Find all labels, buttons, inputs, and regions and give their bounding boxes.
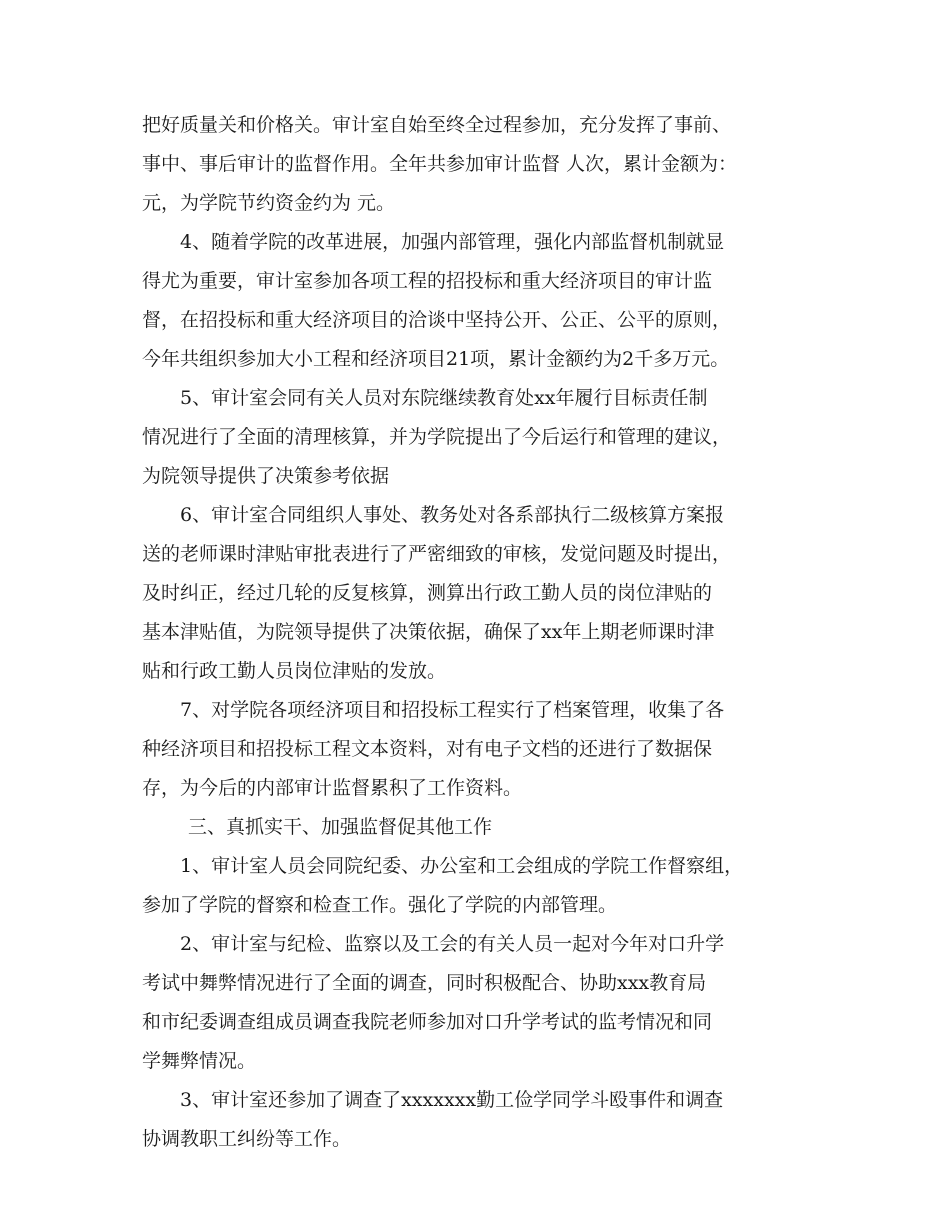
body-text-line: 和市纪委调查组成员调查我院老师参加对口升学考试的监考情况和同 xyxy=(142,1011,713,1033)
paragraph-start-line: 7、对学院各项经济项目和招投标工程实行了档案管理，收集了各 xyxy=(180,699,725,721)
body-text-line: 元，为学院节约资金约为 元。 xyxy=(142,192,396,214)
paragraph-start-line: 6、审计室合同组织人事处、教务处对各系部执行二级核算方案报 xyxy=(180,504,725,526)
body-text-line: 送的老师课时津贴审批表进行了严密细致的审核，发觉问题及时提出， xyxy=(142,543,732,565)
body-text-line: 今年共组织参加大小工程和经济项目21项，累计金额约为2千多万元。 xyxy=(142,348,730,370)
body-text-line: 基本津贴值，为院领导提供了决策依据，确保了xx年上期老师课时津 xyxy=(142,621,715,643)
body-text-line: 种经济项目和招投标工程文本资料，对有电子文档的还进行了数据保 xyxy=(142,738,713,760)
body-text-line: 为院领导提供了决策参考依据 xyxy=(142,465,390,487)
body-text-line: 得尤为重要，审计室参加各项工程的招投标和重大经济项目的审计监 xyxy=(142,270,713,292)
body-text-line: 存，为今后的内部审计监督累积了工作资料。 xyxy=(142,777,523,799)
body-text-line: 考试中舞弊情况进行了全面的调查，同时积极配合、协助xxx教育局 xyxy=(142,972,707,994)
section-heading: 三、真抓实干、加强监督促其他工作 xyxy=(188,816,493,838)
body-text-line: 督，在招投标和重大经济项目的洽谈中坚持公开、公正、公平的原则， xyxy=(142,309,732,331)
paragraph-start-line: 3、审计室还参加了调查了xxxxxxx勤工俭学同学斗殴事件和调查 xyxy=(180,1089,724,1111)
body-text-line: 把好质量关和价格关。审计室自始至终全过程参加，充分发挥了事前、 xyxy=(142,114,732,136)
body-text-line: 及时纠正，经过几轮的反复核算，测算出行政工勤人员的岗位津贴的 xyxy=(142,582,713,604)
body-text-line: 参加了学院的督察和检查工作。强化了学院的内部管理。 xyxy=(142,894,618,916)
paragraph-start-line: 2、审计室与纪检、监察以及工会的有关人员一起对今年对口升学 xyxy=(180,933,725,955)
paragraph-start-line: 1、审计室人员会同院纪委、办公室和工会组成的学院工作督察组， xyxy=(180,855,744,877)
body-text-line: 贴和行政工勤人员岗位津贴的发放。 xyxy=(142,660,447,682)
paragraph-start-line: 4、随着学院的改革进展，加强内部管理，强化内部监督机制就显 xyxy=(180,231,725,253)
body-text-line: 协调教职工纠纷等工作。 xyxy=(142,1128,352,1150)
body-text-line: 学舞弊情况。 xyxy=(142,1050,257,1072)
body-text-line: 情况进行了全面的清理核算，并为学院提出了今后运行和管理的建议， xyxy=(142,426,732,448)
body-text-line: 事中、事后审计的监督作用。全年共参加审计监督 人次，累计金额为： xyxy=(142,153,738,175)
paragraph-start-line: 5、审计室会同有关人员对东院继续教育处xx年履行目标责任制 xyxy=(180,387,708,409)
